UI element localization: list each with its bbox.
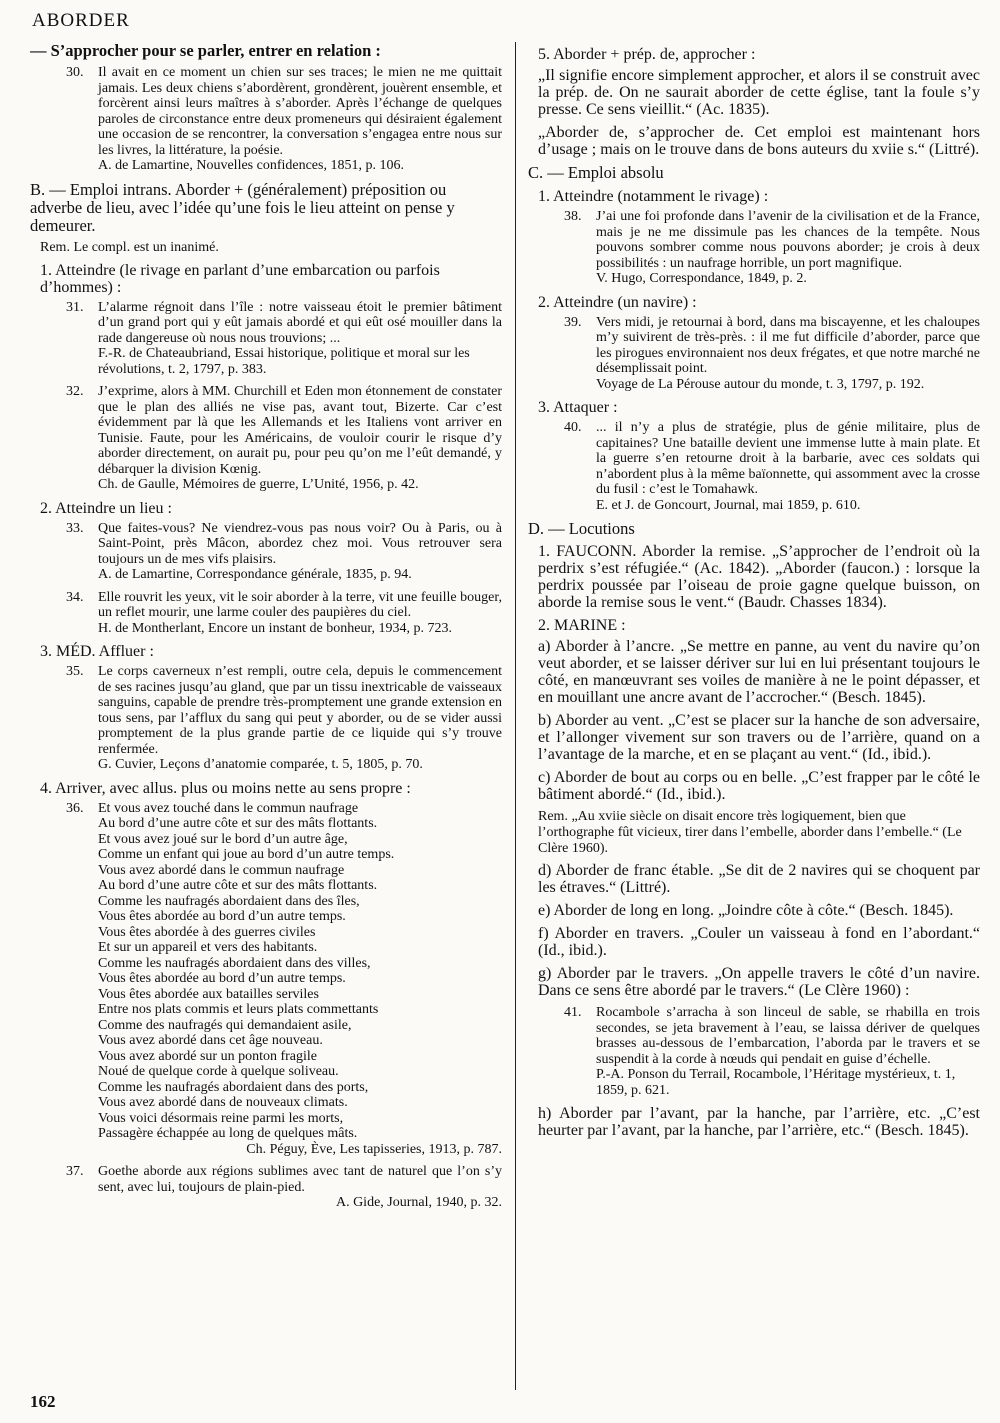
locution-d: d) Aborder de franc étable. „Se dit de 2 navires qui se choquent par les étraves.“ (Littré).	[538, 862, 980, 896]
verse-line: Comme un enfant qui joue au bord d’un autre temps.	[98, 847, 395, 862]
remark-c: Rem. „Au xviie siècle on disait encore très logiquement, bien que l’orthographe fût vicieux, tirer dans l’embelle, aborder dans l’embelle.“ (Le Clère 1960).	[538, 809, 962, 856]
example-number: 41.	[564, 1005, 582, 1020]
locution-a: a) Aborder à l’ancre. „Se mettre en panne, au vent du navire qu’on veut aborder, et se laisser dériver sur lui en lui présentant toujours le côté, en manœuvrant ses voiles de manière à ne le point dépasser, et en mouillant une ancre avant de l’accrocher.“ (Besch. 1845).	[538, 638, 980, 706]
left-column	[30, 42, 502, 1218]
example-39	[564, 315, 980, 393]
example-text: ... il n’y a plus de stratégie, plus de génie militaire, plus de capitaines? Une bataille devient une immense lutte à main plate. Et la guerre s’en retourne droit à la barbarie, avec ces soldats qui n’abordent plus à la même baïonnette, qui assomment avec la crosse du fusil : c’est le Tomahawk.	[596, 420, 980, 497]
sense-2: 2. Atteindre un lieu :	[40, 499, 172, 517]
verse-line: Vous êtes abordée au bord d’un autre temps.	[98, 971, 346, 986]
verse-line: Et sur un appareil et vers des habitants.	[98, 940, 318, 955]
example-text: J’ai une foi profonde dans l’avenir de la civilisation et de la France, mais je ne me dissimule pas les chances de la tempête. Nous pouvons sombrer comme nous pouvons aborder; je crois à deux possibilités : un naufrage horrible, un port magnifique.	[596, 209, 980, 271]
example-source: Ch. Péguy, Ève, Les tapisseries, 1913, p. 787.	[246, 1141, 502, 1157]
running-headword: ABORDER	[32, 10, 130, 31]
example-40	[564, 420, 980, 513]
example-text: Que faites-vous? Ne viendrez-vous pas nous voir? Ou à Paris, ou à Saint-Point, près Mâcon, abordez chez moi. Vous retrouver sera toujours un de mes vifs plaisirs.	[98, 520, 502, 567]
example-text: Rocambole s’arracha à son linceul de sable, se rhabilla en trois secondes, se jeta bravement à l’eau, se laissa dériver de quelques brasses au-dessous de l’embarcation, l’aborda par le travers et se suspendit à la corde à nœuds qui pendait en guise d’échelle.	[596, 1005, 980, 1067]
example-38	[564, 209, 980, 287]
locution-g: g) Aborder par le travers. „On appelle travers le côté d’un navire. Dans ce sens être abordé par le travers.“ (Le Clère 1960) :	[538, 965, 980, 999]
example-text: J’exprime, alors à MM. Churchill et Eden mon étonnement de constater que le plan des alliés ne vise pas, avant tout, Bizerte. Car c’est évidemment par là que les Allemands et les Italiens vont arriver en Tunisie. Faute, pour les Américains, de vouloir courir le risque d’y aborder directement, on aurait pu, pour peu qu’on me l’eût demandé, y débarquer la division Kœnig.	[98, 384, 502, 477]
locution-marine: 2. MARINE :	[538, 617, 626, 634]
verse-line: Vous êtes abordée à des guerres civiles	[98, 924, 316, 940]
locution-b: b) Aborder au vent. „C’est se placer sur la hanche de son adversaire, et l’allonger vivement sur son travers ou de l’arrière, quand on a l’avantage de la marche, et en se plaçant au vent.“ (Id., ibid.).	[538, 712, 980, 763]
verse-line: Vous avez abordé dans le commun naufrage	[98, 862, 345, 878]
example-source: E. et J. de Goncourt, Journal, mai 1859, p. 610.	[596, 497, 861, 513]
example-37	[66, 1164, 502, 1211]
sense-4: 4. Arriver, avec allus. plus ou moins nette au sens propre :	[40, 779, 411, 797]
example-source: G. Cuvier, Leçons d’anatomie comparée, t. 5, 1805, p. 70.	[98, 757, 423, 772]
example-source: A. Gide, Journal, 1940, p. 32.	[335, 1195, 502, 1210]
example-32	[66, 384, 502, 493]
example-source: P.-A. Ponson du Terrail, Rocambole, l’Héritage mystérieux, t. 1, 1859, p. 621.	[596, 1067, 956, 1098]
section-b-heading: B. — Emploi intrans. Aborder + (généralement) préposition ou adverbe de lieu, avec l’idée qu’une fois le lieu atteint on pense y demeurer.	[30, 179, 455, 235]
example-source: Voyage de La Pérouse autour du monde, t. 3, 1797, p. 192.	[596, 376, 925, 392]
example-source: V. Hugo, Correspondance, 1849, p. 2.	[596, 271, 807, 286]
locution-fauconnerie: 1. FAUCONN. Aborder la remise. „S’approcher de l’endroit où la perdrix s’est réfugiée.“ (Ac. 1842). „Aborder (faucon.) : lorsque la perdrix poussée par l’oiseau de proie gagne quelque buisson, on aborde la remise sous le vent.“ (Baudr. Chasses 1834).	[538, 543, 980, 611]
example-33	[66, 521, 502, 583]
example-number: 30.	[66, 65, 84, 80]
verse-line: Au bord d’une autre côte et sur des mâts flottants.	[98, 816, 378, 831]
page-number: 162	[30, 1392, 56, 1411]
example-34	[66, 590, 502, 637]
example-source: A. de Lamartine, Correspondance générale, 1835, p. 94.	[98, 567, 412, 582]
example-text: L’alarme régnoit dans l’île : notre vaisseau étoit le premier bâtiment d’un grand port qui y eût jamais abordé et qui eût osé mouiller dans la rade dangereuse où nous nous trouvions; ...	[98, 299, 502, 346]
verse-line: Comme des naufragés qui demandaient asile,	[98, 1017, 352, 1033]
sense-c3: 3. Attaquer :	[538, 399, 618, 416]
example-number: 31.	[66, 299, 84, 315]
example-31	[66, 300, 502, 378]
example-source: H. de Montherlant, Encore un instant de bonheur, 1934, p. 723.	[98, 620, 453, 636]
sense-3: 3. MÉD. Affluer :	[40, 643, 154, 660]
example-text: Vers midi, je retournai à bord, dans ma biscayenne, et les chaloupes m’y suivirent de très-près. : il me fut difficile d’aborder, parce que les pirogues environnaient nos deux frégates, et que notre marché ne désemplissait point.	[596, 314, 980, 376]
example-number: 35.	[66, 664, 84, 679]
section-d-heading: D. — Locutions	[528, 519, 635, 538]
example-41	[564, 1005, 980, 1098]
sense-1: 1. Atteindre (le rivage en parlant d’une embarcation ou parfois d’hommes) :	[40, 261, 440, 296]
sense-c1: 1. Atteindre (notamment le rivage) :	[538, 188, 769, 205]
verse-line: Au bord d’une autre côte et sur des mâts flottants.	[98, 878, 378, 893]
sense-5: 5. Aborder + prép. de, approcher :	[538, 46, 756, 63]
example-source: F.-R. de Chateaubriand, Essai historique, politique et moral sur les révolutions, t. 2, 1797, p. 383.	[98, 346, 470, 377]
locution-e: e) Aborder de long en long. „Joindre côte à côte.“ (Besch. 1845).	[538, 902, 954, 919]
verse-line: Vous êtes abordée aux batailles serviles	[98, 986, 319, 1002]
example-30	[66, 65, 502, 174]
example-text: Le corps caverneux n’est rempli, outre cela, depuis le commencement de ses racines jusqu’au gland, que par un tissu inextricable de vaisseaux sanguins, capable de prendre très-promptement une grande extension en tous sens, par l’afflux du sang qui peut y aborder, ou de se vider aussi promptement de la plus grande partie de ce liquide qui s’y trouve renfermée.	[98, 664, 502, 757]
example-number: 38.	[564, 209, 582, 224]
example-text: Goethe aborde aux régions sublimes avec tant de naturel que l’on s’y sent, avec lui, toujours de plain-pied.	[98, 1164, 502, 1195]
verse-line: Vous avez abordé sur un ponton fragile	[98, 1048, 318, 1064]
locution-h: h) Aborder par l’avant, par la hanche, par l’arrière, etc. „C’est heurter par l’avant, par la hanche, par l’arrière, etc.“ (Besch. 1845).	[538, 1105, 980, 1139]
example-source: Ch. de Gaulle, Mémoires de guerre, L’Unité, 1956, p. 42.	[98, 477, 419, 492]
verse-line: Et vous avez touché dans le commun naufrage	[98, 800, 359, 816]
locution-f: f) Aborder en travers. „Couler un vaisseau à fond en l’abordant.“ (Id., ibid.).	[538, 925, 980, 959]
example-number: 40.	[564, 420, 582, 435]
verse-line: Comme les naufragés abordaient dans des ports,	[98, 1079, 369, 1095]
section-c-heading: C. — Emploi absolu	[528, 163, 664, 182]
verse-line: Comme les naufragés abordaient dans des villes,	[98, 955, 371, 971]
verse-line: Vous êtes abordée au bord d’un autre temps.	[98, 909, 346, 924]
locution-c: c) Aborder de bout au corps ou en belle. „C’est frapper par le côté le bâtiment abordé.“ (Id., ibid.).	[538, 769, 980, 803]
quote-academie: „Il signifie encore simplement approcher, et alors il se construit avec la prép. de. On ne saurait aborder de cette église, tant la foule s’y presse. Ce sens vieillit.“ (Ac. 1835).	[538, 67, 980, 118]
example-text: Il avait en ce moment un chien sur ses traces; le mien ne me quittait jamais. Les deux chiens s’abordèrent, grondèrent, jouèrent ensemble, et forcèrent ainsi leurs maîtres à s’aborder. Après l’échange de quelques paroles de circonstance entre deux promeneurs qui désiraient également une occasion de se rencontrer, la conversation s’engagea entre nous sur les livres, la littérature, la poésie.	[98, 65, 502, 158]
example-number: 32.	[66, 384, 84, 399]
right-column	[528, 42, 980, 1145]
remark: Rem. Le compl. est un inanimé.	[40, 239, 219, 255]
sense-intro: — S’approcher pour se parler, entrer en relation :	[30, 42, 381, 60]
verse-line: Entre nos plats commis et leurs plats commettants	[98, 1002, 379, 1017]
quote-littre: „Aborder de, s’approcher de. Cet emploi est maintenant hors d’usage ; mais on le trouve dans de bons auteurs du xviie s.“ (Littré).	[538, 124, 980, 158]
example-number: 36.	[66, 800, 84, 816]
verse-line: Passagère échappée au long de quelques mâts.	[98, 1126, 358, 1141]
example-number: 34.	[66, 589, 84, 605]
example-35	[66, 664, 502, 773]
verse-line: Vous avez abordé dans cet âge nouveau.	[98, 1033, 323, 1048]
example-text: Elle rouvrit les yeux, vit le soir aborder à la terre, vit une feuille bouger, un reflet mourir, une larme couler des paupières du ciel.	[98, 589, 502, 620]
verse-line: Vous avez abordé dans de nouveaux climats.	[98, 1095, 348, 1110]
verse-line: Vous voici désormais reine parmi les morts,	[98, 1110, 344, 1126]
verse-line: Noué de quelque corde à quelque soliveau.	[98, 1064, 339, 1079]
example-number: 33.	[66, 520, 84, 536]
verse-line: Et vous avez joué sur le bord d’un autre âge,	[98, 831, 348, 847]
example-number: 37.	[66, 1164, 84, 1179]
verse-line: Comme les naufragés abordaient dans des îles,	[98, 893, 360, 909]
example-number: 39.	[564, 314, 582, 330]
column-divider	[515, 42, 516, 1390]
example-36-poem	[66, 801, 502, 1158]
sense-c2: 2. Atteindre (un navire) :	[538, 293, 697, 311]
example-source: A. de Lamartine, Nouvelles confidences, 1851, p. 106.	[98, 158, 404, 173]
